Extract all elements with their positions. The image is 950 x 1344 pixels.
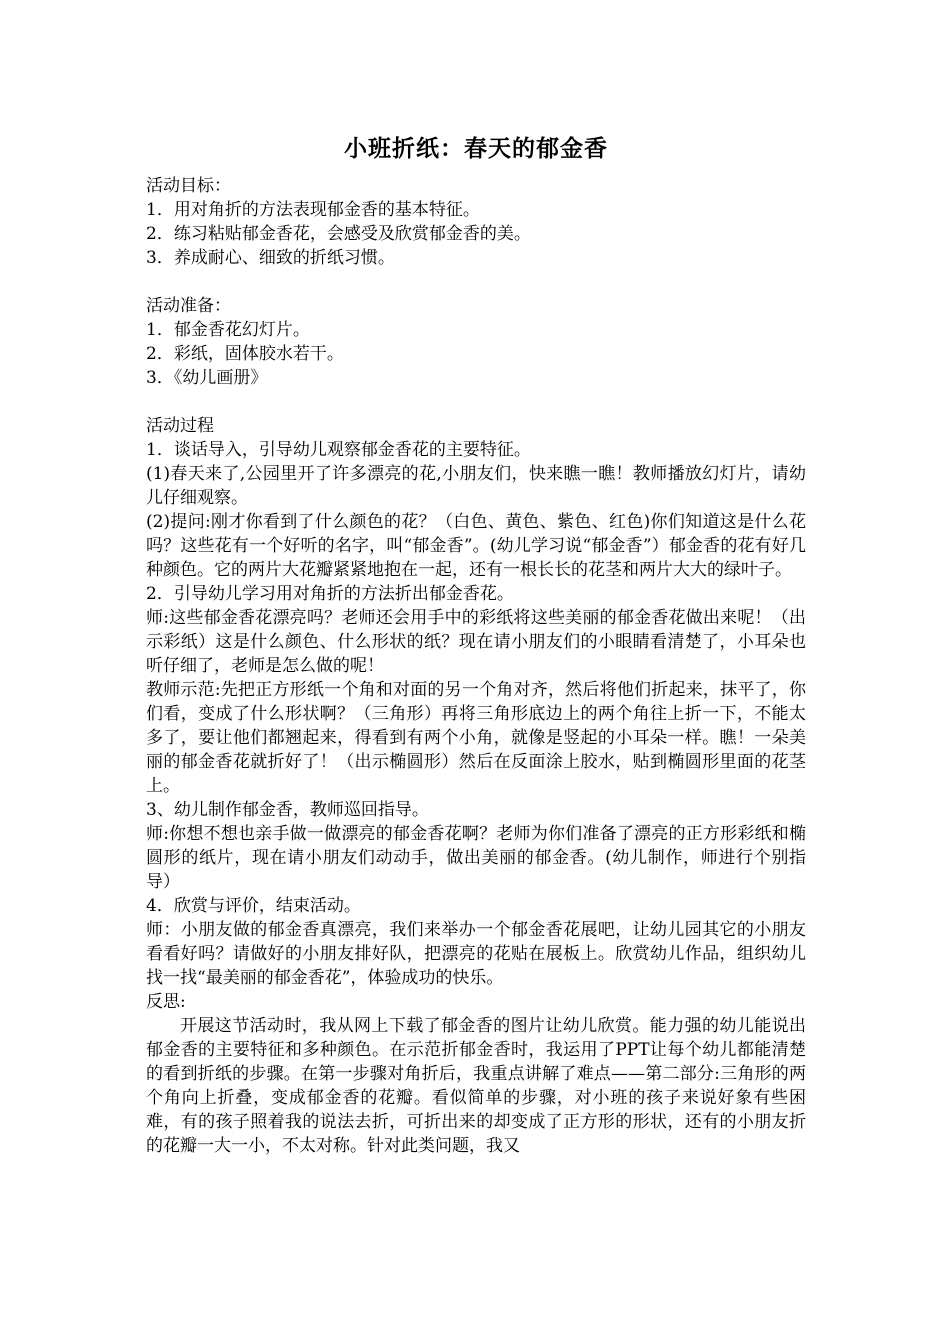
goal-item: 2．练习粘贴郁金香花，会感受及欣赏郁金香的美。 — [146, 224, 531, 244]
reflection-heading: 反思: — [146, 992, 186, 1012]
process-paragraph: 师:这些郁金香花漂亮吗？老师还会用手中的彩纸将这些美丽的郁金香花做出来呢！（出示彩纸）这是什么颜色、什么形状的纸？现在请小朋友们的小眼睛看清楚了，小耳朵也听仔细了，老师是怎么做的呢！ — [146, 608, 806, 676]
process-heading: 活动过程 — [146, 416, 214, 436]
process-paragraph: (2)提问:刚才你看到了什么颜色的花？（白色、黄色、紫色、红色)你们知道这是什么花吗？这些花有一个好听的名字，叫“郁金香”。(幼儿学习说“郁金香”）郁金香的花有好几种颜色。它的两片大花瓣紧紧地抱在一起，还有一根长长的花茎和两片大大的绿叶子。 — [146, 512, 806, 580]
goals-heading: 活动目标： — [146, 176, 231, 196]
process-paragraph: 教师示范:先把正方形纸一个角和对面的另一个角对齐，然后将他们折起来，抹平了，你们看，变成了什么形状啊？（三角形）再将三角形底边上的两个角往上折一下，不能太多了，要让他们都翘起来，得看到有两个小角，就像是竖起的小耳朵一样。瞧！一朵美丽的郁金香花就折好了！（出示椭圆形）然后在反面涂上胶水，贴到椭圆形里面的花茎上。 — [146, 680, 806, 796]
process-paragraph: 4．欣赏与评价，结束活动。 — [146, 896, 361, 916]
section-gap — [146, 390, 806, 414]
process-paragraph: 师：小朋友做的郁金香真漂亮，我们来举办一个郁金香花展吧，让幼儿园其它的小朋友看看好吗？请做好的小朋友排好队，把漂亮的花贴在展板上。欣赏幼儿作品，组织幼儿找一找“最美丽的郁金香花”，体验成功的快乐。 — [146, 920, 806, 988]
preparation-item: 2．彩纸，固体胶水若干。 — [146, 344, 344, 364]
process-paragraph: 3、幼儿制作郁金香，教师巡回指导。 — [146, 800, 429, 820]
goal-item: 1．用对角折的方法表现郁金香的基本特征。 — [146, 200, 480, 220]
preparation-item: 3．《幼儿画册》 — [146, 368, 268, 388]
reflection-section — [146, 990, 806, 1158]
reflection-paragraph: 开展这节活动时，我从网上下载了郁金香的图片让幼儿欣赏。能力强的幼儿能说出郁金香的主要特征和多种颜色。在示范折郁金香时，我运用了PPT让每个幼儿都能清楚的看到折纸的步骤。在第一步骤对角折后，我重点讲解了难点——第二部分:三角形的两个角向上折叠，变成郁金香的花瓣。看似简单的步骤，对小班的孩子来说好象有些困难，有的孩子照着我的说法去折，可折出来的却变成了正方形的形状，还有的小朋友折的花瓣一大一小，不太对称。针对此类问题，我又 — [146, 1016, 806, 1156]
goal-item: 3．养成耐心、细致的折纸习惯。 — [146, 248, 395, 268]
document-title: 小班折纸：春天的郁金香 — [344, 136, 608, 162]
preparation-heading: 活动准备： — [146, 296, 231, 316]
document-page — [146, 132, 806, 1158]
process-paragraph: 2．引导幼儿学习用对角折的方法折出郁金香花。 — [146, 584, 514, 604]
process-paragraph: 1．谈话导入，引导幼儿观察郁金香花的主要特征。 — [146, 440, 531, 460]
process-paragraph: (1)春天来了,公园里开了许多漂亮的花,小朋友们，快来瞧一瞧！教师播放幻灯片，请幼儿仔细观察。 — [146, 464, 806, 508]
goals-section — [146, 174, 806, 270]
preparation-section — [146, 294, 806, 390]
process-paragraph: 师:你想不想也亲手做一做漂亮的郁金香花啊？老师为你们准备了漂亮的正方形彩纸和椭圆形的纸片，现在请小朋友们动动手，做出美丽的郁金香。(幼儿制作，师进行个别指导） — [146, 824, 806, 892]
preparation-item: 1．郁金香花幻灯片。 — [146, 320, 310, 340]
process-section — [146, 414, 806, 990]
section-gap — [146, 270, 806, 294]
